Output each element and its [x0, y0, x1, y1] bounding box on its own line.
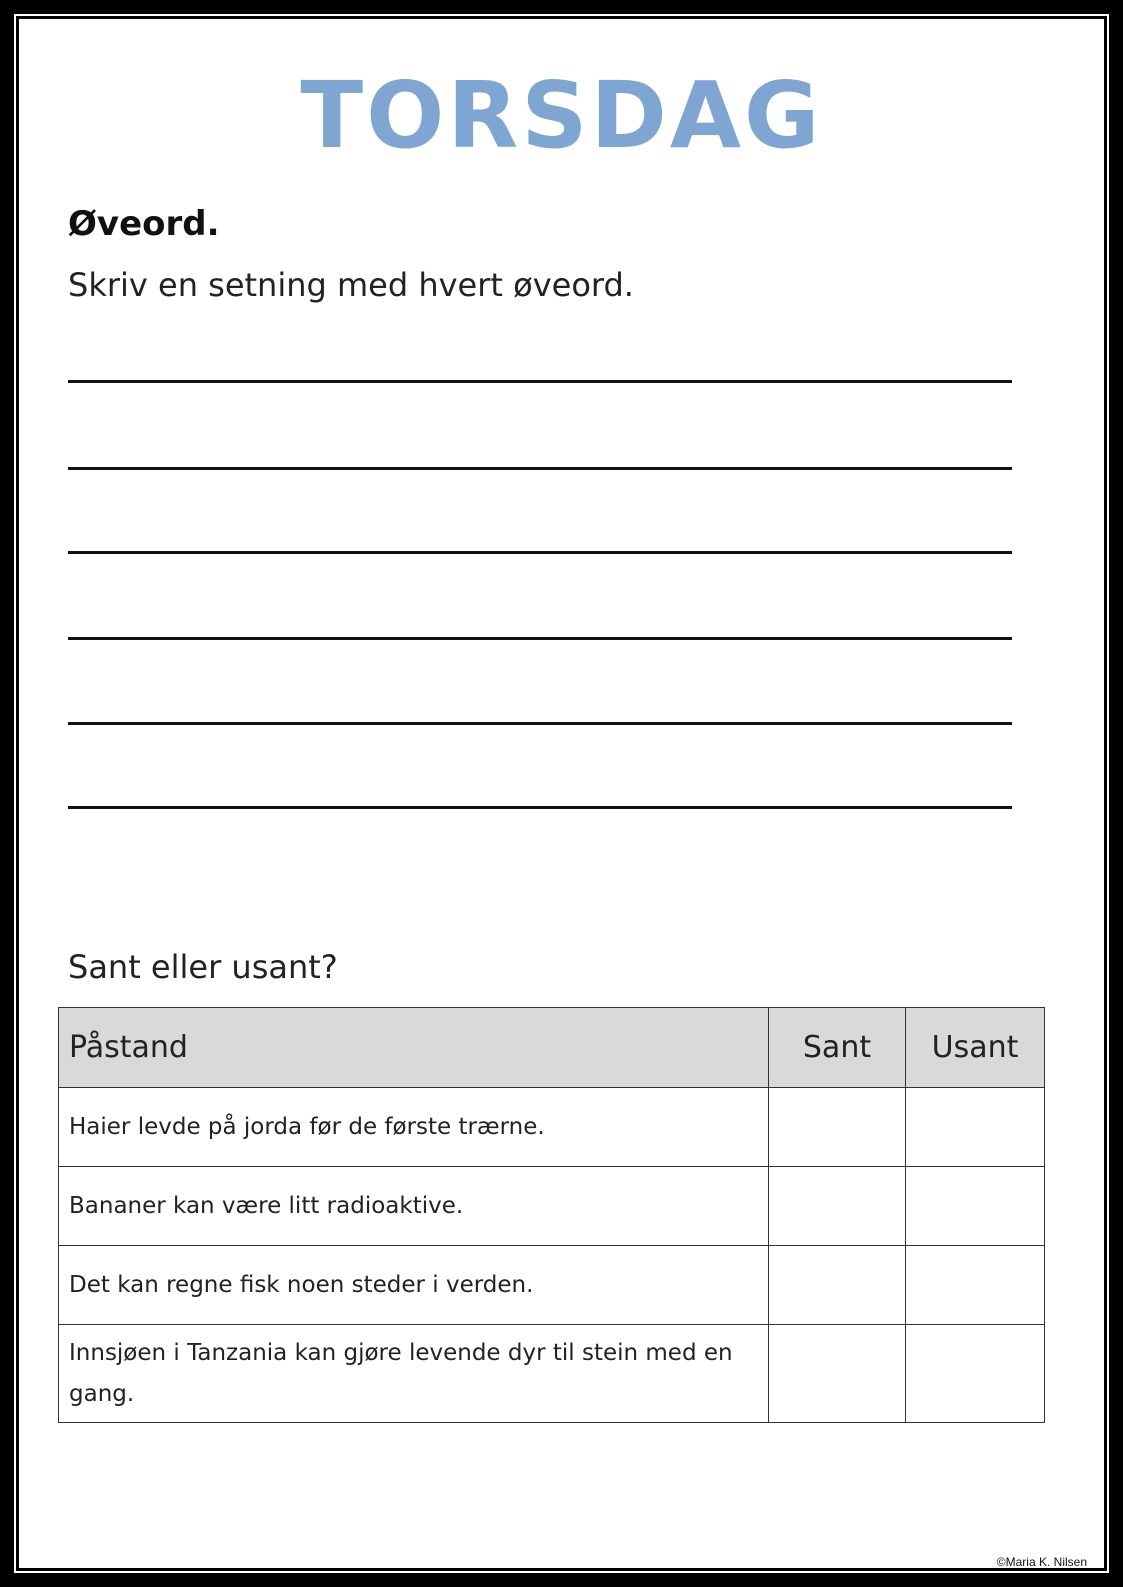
writing-line-1[interactable] [68, 380, 1012, 383]
table-row [59, 1246, 1045, 1325]
column-header-true: Sant [769, 1008, 906, 1088]
false-answer-cell[interactable] [906, 1088, 1045, 1167]
column-header-false: Usant [906, 1008, 1045, 1088]
true-answer-cell[interactable] [769, 1167, 906, 1246]
true-false-table [58, 1007, 1045, 1423]
writing-line-6[interactable] [68, 806, 1012, 809]
practice-words-instruction: Skriv en setning med hvert øveord. [68, 266, 634, 304]
writing-line-5[interactable] [68, 722, 1012, 725]
false-answer-cell[interactable] [906, 1246, 1045, 1325]
false-answer-cell[interactable] [906, 1167, 1045, 1246]
table-row [59, 1167, 1045, 1246]
column-header-statement: Påstand [59, 1008, 769, 1088]
page-title: TORSDAG [300, 62, 823, 169]
statement-text: Haier levde på jorda før de første trærne. [59, 1088, 769, 1167]
table-header-row [59, 1008, 1045, 1088]
statement-text: Innsjøen i Tanzania kan gjøre levende dyr til stein med en gang. [59, 1325, 769, 1423]
writing-line-2[interactable] [68, 467, 1012, 470]
true-false-heading: Sant eller usant? [68, 948, 338, 986]
false-answer-cell[interactable] [906, 1325, 1045, 1423]
statement-text: Det kan regne fisk noen steder i verden. [59, 1246, 769, 1325]
table-row [59, 1088, 1045, 1167]
writing-line-4[interactable] [68, 637, 1012, 640]
true-answer-cell[interactable] [769, 1088, 906, 1167]
writing-line-3[interactable] [68, 551, 1012, 554]
table-row [59, 1325, 1045, 1423]
practice-words-heading: Øveord. [68, 204, 220, 244]
true-answer-cell[interactable] [769, 1325, 906, 1423]
statement-text: Bananer kan være litt radioaktive. [59, 1167, 769, 1246]
true-answer-cell[interactable] [769, 1246, 906, 1325]
copyright-notice: ©Maria K. Nilsen [996, 1555, 1087, 1569]
